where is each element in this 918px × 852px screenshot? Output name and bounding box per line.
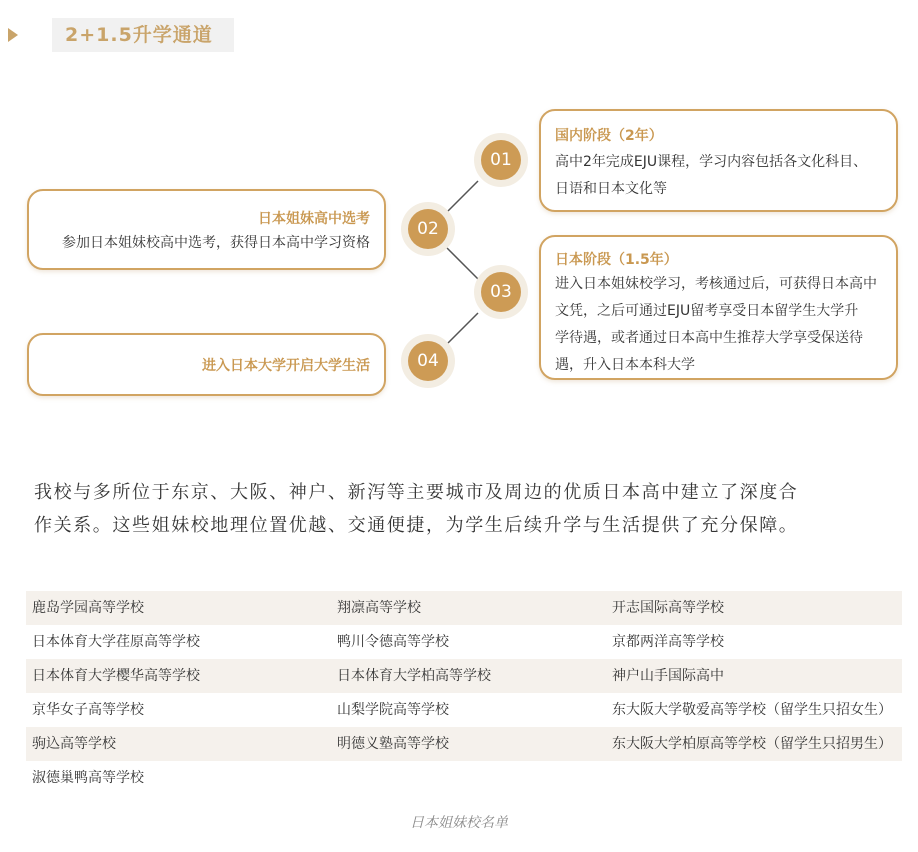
stage-title: 日本阶段（1.5年） [555, 252, 678, 268]
stage-card-selection [27, 189, 386, 270]
table-row [26, 591, 902, 625]
table-row [26, 727, 902, 761]
table-cell: 京华女子高等学校 [32, 702, 144, 718]
step-number-01: 01 [481, 140, 521, 180]
table-row [26, 693, 902, 727]
intro-paragraph [34, 476, 894, 542]
stage-card-university [27, 333, 386, 396]
table-row [26, 659, 902, 693]
table-cell: 日本体育大学荏原高等学校 [32, 634, 200, 650]
table-cell: 东大阪大学柏原高等学校（留学生只招男生） [612, 736, 892, 752]
stage-text-line: 学待遇，或者通过日本高中生推荐大学享受保送待 [555, 330, 863, 346]
step-number-03: 03 [481, 272, 521, 312]
step-number-02: 02 [408, 209, 448, 249]
table-cell: 日本体育大学樱华高等学校 [32, 668, 200, 684]
table-caption: 日本姐妹校名单 [410, 815, 508, 831]
stage-title: 日本姐妹高中选考 [258, 211, 370, 227]
connector-2-3 [446, 247, 478, 279]
paragraph-line: 作关系。这些姐妹校地理位置优越、交通便捷，为学生后续升学与生活提供了充分保障。 [34, 515, 799, 536]
stage-text-line: 参加日本姐妹校高中选考，获得日本高中学习资格 [62, 235, 370, 251]
table-cell: 山梨学院高等学校 [337, 702, 449, 718]
stage-text-line: 进入日本姐妹校学习，考核通过后，可获得日本高中 [555, 276, 877, 292]
step-number-04: 04 [408, 341, 448, 381]
connector-3-4 [446, 313, 478, 345]
table-cell: 驹込高等学校 [32, 736, 116, 752]
table-cell: 翔凛高等学校 [337, 600, 421, 616]
stage-card-japan [539, 235, 898, 380]
stage-title: 国内阶段（2年） [555, 128, 663, 144]
stage-card-domestic [539, 109, 898, 212]
connector-1-2 [446, 181, 478, 213]
table-cell: 神户山手国际高中 [612, 668, 724, 684]
table-cell: 鹿岛学园高等学校 [32, 600, 144, 616]
stage-title: 进入日本大学开启大学生活 [202, 358, 370, 374]
table-cell: 开志国际高等学校 [612, 600, 724, 616]
table-cell: 京都两洋高等学校 [612, 634, 724, 650]
table-row [26, 761, 902, 795]
stage-text-line: 遇，升入日本本科大学 [555, 357, 695, 373]
stage-text-line: 高中2年完成EJU课程，学习内容包括各文化科目、 [555, 154, 868, 170]
table-cell: 淑德巢鸭高等学校 [32, 770, 144, 786]
stage-text-line: 文凭，之后可通过EJU留考享受日本留学生大学升 [555, 303, 859, 319]
stage-text-line: 日语和日本文化等 [555, 181, 667, 197]
table-row [26, 625, 902, 659]
table-cell: 日本体育大学柏高等学校 [337, 668, 491, 684]
table-cell: 东大阪大学敬爱高等学校（留学生只招女生） [612, 702, 892, 718]
section-title: 2+1.5升学通道 [52, 18, 234, 52]
paragraph-line: 我校与多所位于东京、大阪、神户、新泻等主要城市及周边的优质日本高中建立了深度合 [34, 482, 799, 503]
table-cell: 明德义塾高等学校 [337, 736, 449, 752]
table-cell: 鸭川令德高等学校 [337, 634, 449, 650]
